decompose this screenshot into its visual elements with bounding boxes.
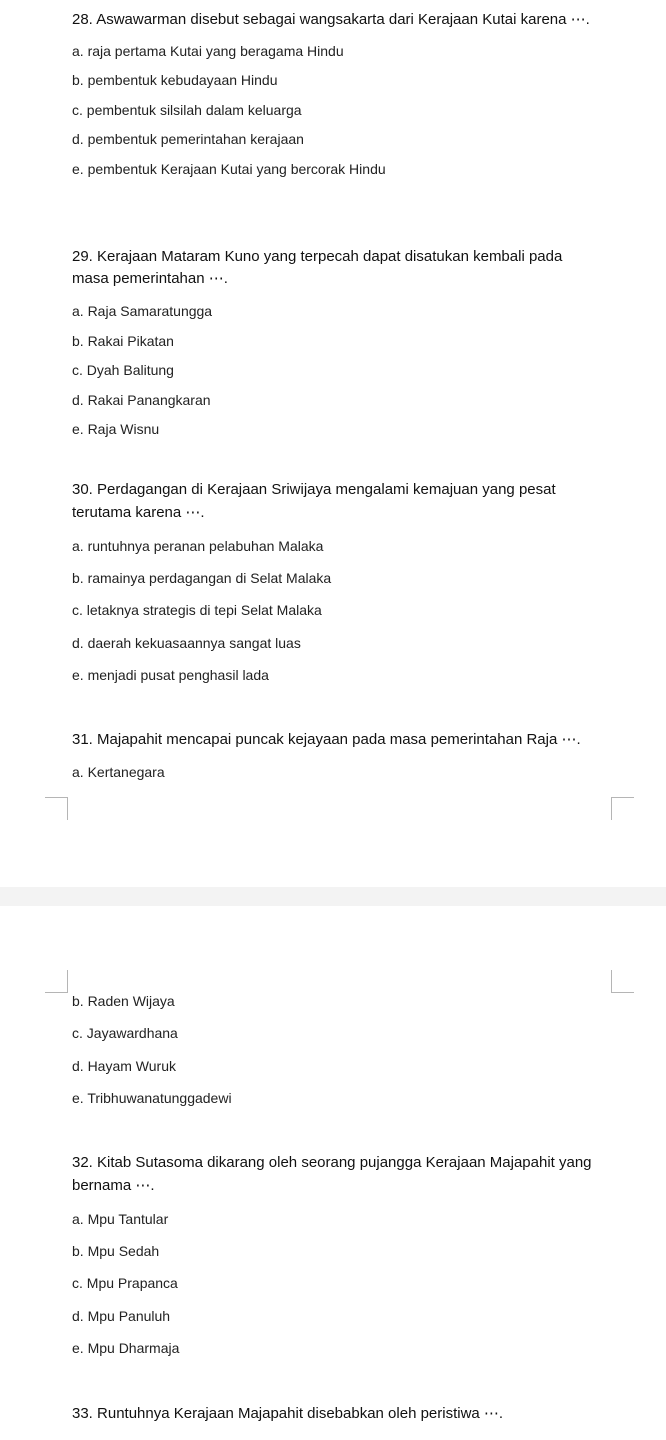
question-32-text-line2: bernama ⋯. (72, 1177, 155, 1194)
question-32-text-line1: 32. Kitab Sutasoma dikarang oleh seorang pujangga Kerajaan Majapahit yang (72, 1154, 592, 1171)
q32-option-a: a. Mpu Tantular (72, 1211, 169, 1227)
q28-option-c: c. pembentuk silsilah dalam keluarga (72, 102, 302, 118)
q32-option-b: b. Mpu Sedah (72, 1243, 160, 1259)
q32-option-c: c. Mpu Prapanca (72, 1275, 178, 1291)
q28-option-a: a. raja pertama Kutai yang beragama Hindu (72, 43, 344, 59)
question-30-text-line2: terutama karena ⋯. (72, 504, 205, 521)
q31-option-d: d. Hayam Wuruk (72, 1058, 176, 1074)
q30-option-e: e. menjadi pusat penghasil lada (72, 667, 269, 683)
crop-mark-bottom-right (611, 970, 634, 993)
q28-option-e: e. pembentuk Kerajaan Kutai yang bercorak Hindu (72, 161, 386, 177)
q31-option-b: b. Raden Wijaya (72, 993, 175, 1009)
q30-option-b: b. ramainya perdagangan di Selat Malaka (72, 570, 332, 586)
question-30-text-line1: 30. Perdagangan di Kerajaan Sriwijaya mengalami kemajuan yang pesat (72, 481, 556, 498)
q32-option-e: e. Mpu Dharmaja (72, 1340, 180, 1356)
question-28-text: 28. Aswawarman disebut sebagai wangsakarta dari Kerajaan Kutai karena ⋯. (72, 11, 590, 28)
q28-option-d: d. pembentuk pemerintahan kerajaan (72, 131, 304, 147)
q29-option-b: b. Rakai Pikatan (72, 333, 174, 349)
q29-option-e: e. Raja Wisnu (72, 421, 160, 437)
q31-option-c: c. Jayawardhana (72, 1025, 178, 1041)
crop-mark-top-left (45, 797, 68, 820)
question-33-text: 33. Runtuhnya Kerajaan Majapahit disebabkan oleh peristiwa ⋯. (72, 1405, 504, 1422)
q29-option-c: c. Dyah Balitung (72, 362, 174, 378)
q29-option-d: d. Rakai Panangkaran (72, 392, 211, 408)
q31-option-a: a. Kertanegara (72, 764, 165, 780)
q28-option-b: b. pembentuk kebudayaan Hindu (72, 72, 278, 88)
q31-option-e: e. Tribhuwanatunggadewi (72, 1090, 232, 1106)
q30-option-a: a. runtuhnya peranan pelabuhan Malaka (72, 538, 324, 554)
crop-mark-top-right (611, 797, 634, 820)
question-29-text-line2: masa pemerintahan ⋯. (72, 270, 228, 287)
q30-option-d: d. daerah kekuasaannya sangat luas (72, 635, 301, 651)
page-break (0, 887, 666, 906)
q30-option-c: c. letaknya strategis di tepi Selat Malaka (72, 602, 322, 618)
q29-option-a: a. Raja Samaratungga (72, 303, 213, 319)
question-31-text: 31. Majapahit mencapai puncak kejayaan pada masa pemerintahan Raja ⋯. (72, 731, 581, 748)
crop-mark-bottom-left (45, 970, 68, 993)
question-29-text-line1: 29. Kerajaan Mataram Kuno yang terpecah dapat disatukan kembali pada (72, 248, 563, 265)
q32-option-d: d. Mpu Panuluh (72, 1308, 171, 1324)
